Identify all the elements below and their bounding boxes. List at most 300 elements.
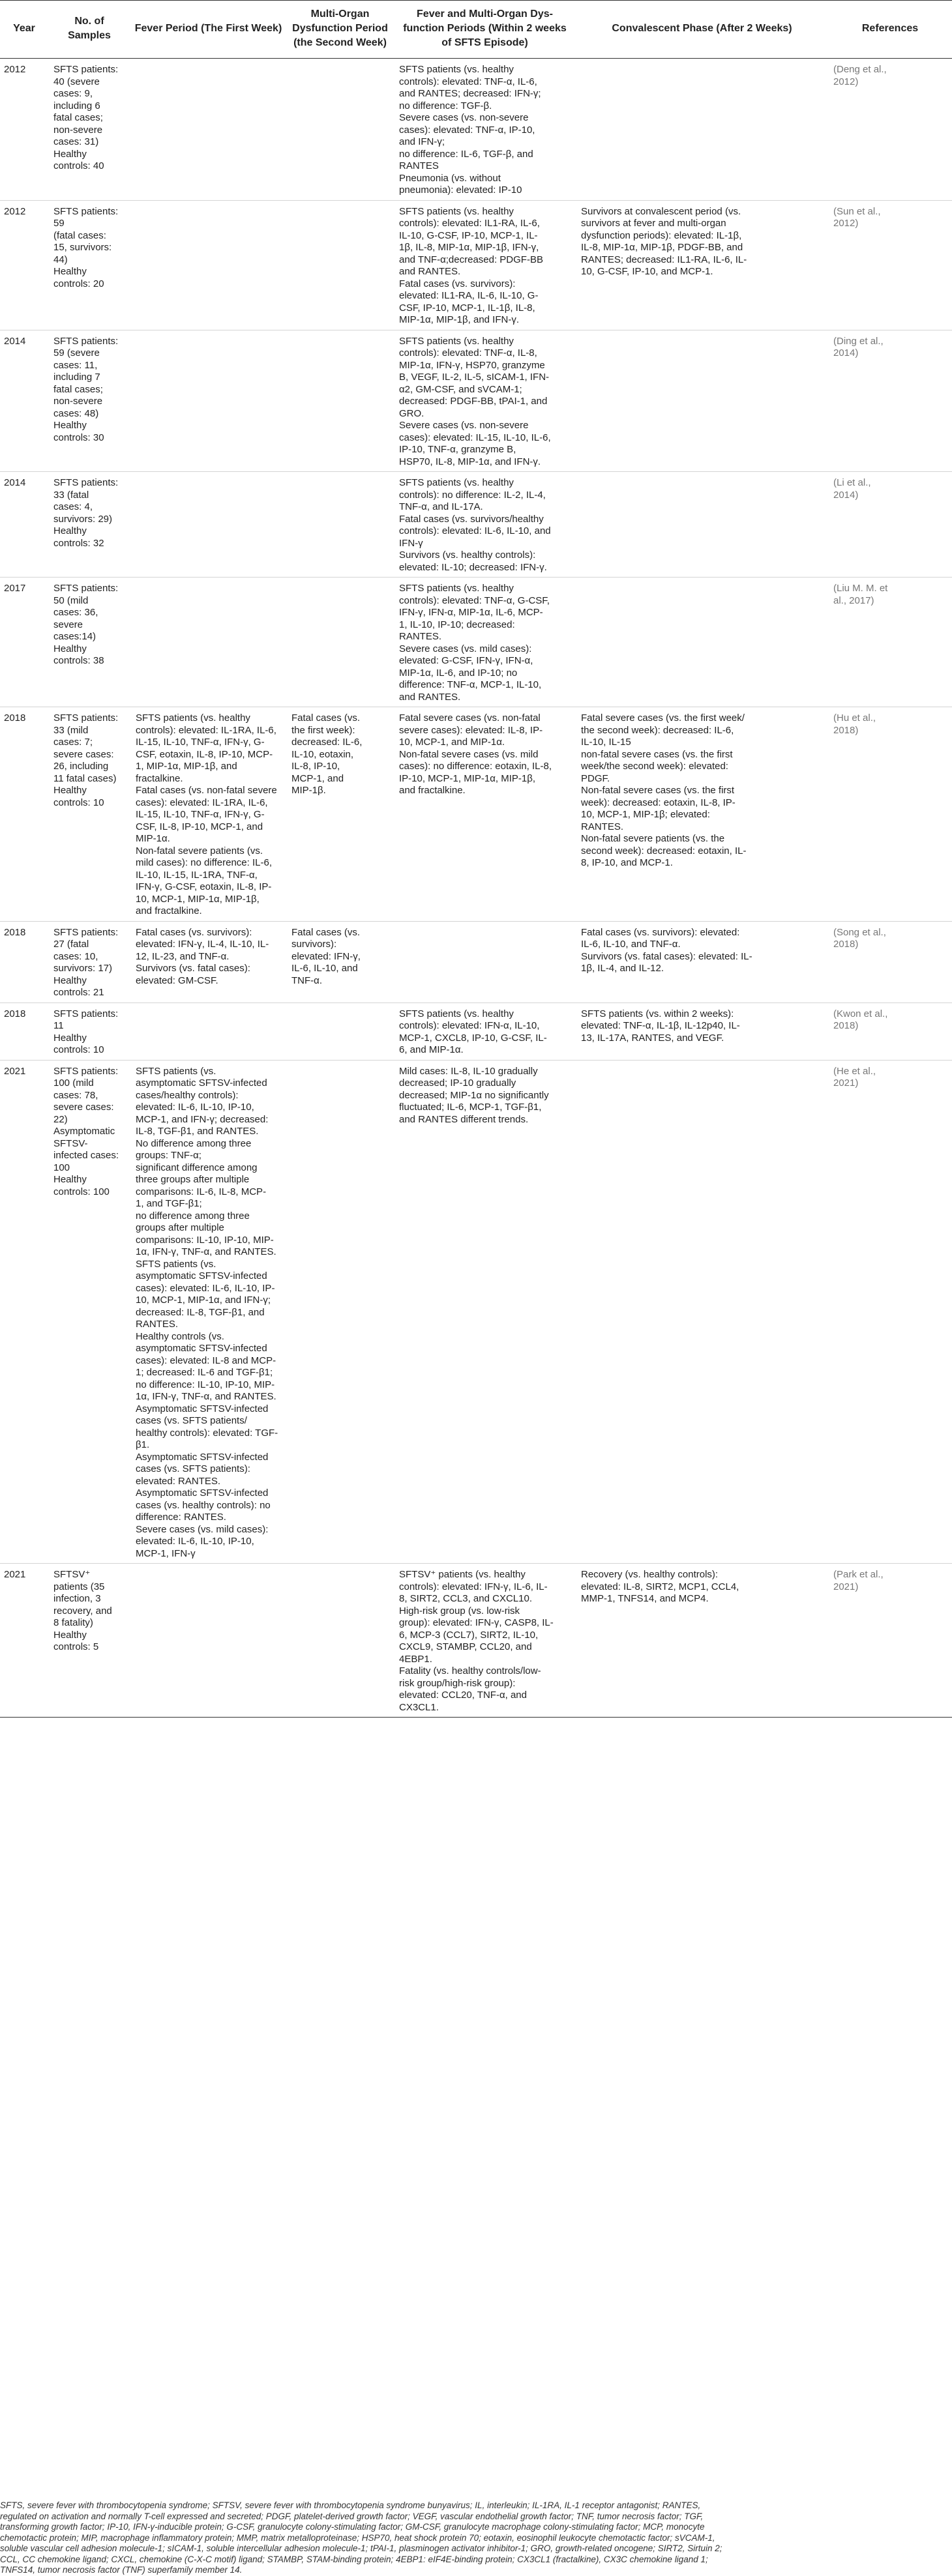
- cell-line: SFTS patients (vs. healthy: [399, 477, 514, 488]
- cell-line: 12, IL-23, and TNF-α.: [136, 950, 230, 962]
- cell-line: Non-fatal severe cases (vs. the first: [581, 785, 735, 796]
- cell-line: Asymptomatic SFTSV-infected: [136, 1451, 269, 1463]
- year-cell: 2014: [0, 472, 48, 578]
- reference-cell[interactable]: [828, 1060, 952, 1564]
- table-row: [0, 200, 952, 330]
- cell-line: elevated: TNF-α, IL-1β, IL-12p40, IL-: [581, 1020, 740, 1031]
- year-cell: 2014: [0, 330, 48, 472]
- cell-line: 15, survivors:: [53, 242, 112, 253]
- multi-organ-period-cell: [286, 330, 394, 472]
- cell-line: group): elevated: IFN-γ, CASP8, IL-: [399, 1617, 554, 1628]
- cell-line: 33 (mild: [53, 724, 89, 736]
- cell-line: controls: 38: [53, 655, 104, 666]
- cell-line: controls: 5: [53, 1641, 99, 1652]
- cell-line: cases (vs. SFTS patients):: [136, 1463, 250, 1474]
- table-row: [0, 578, 952, 707]
- cell-line: asymptomatic SFTSV-infected: [136, 1270, 267, 1281]
- cell-line: Healthy: [53, 1629, 87, 1641]
- multi-organ-period-cell: [286, 707, 394, 922]
- fever-period-cell: [130, 1003, 286, 1060]
- reference-cell[interactable]: [828, 1003, 952, 1060]
- cell-line: controls: 10: [53, 1044, 104, 1055]
- cell-line: (Li et al.,: [833, 477, 871, 488]
- reference-cell[interactable]: [828, 921, 952, 1003]
- multi-organ-period-cell: [286, 200, 394, 330]
- header-samples: No. of Samples: [48, 1, 130, 59]
- cell-line: 2014): [833, 489, 859, 501]
- cell-line: IL-10, G-CSF, IP-10, MCP-1, IL-: [399, 229, 538, 241]
- table-row: [0, 330, 952, 472]
- fever-period-cell: [130, 1060, 286, 1564]
- samples-cell: [48, 1060, 130, 1564]
- cell-line: β1.: [136, 1439, 150, 1450]
- cell-line: SFTS patients (vs. healthy: [399, 64, 514, 75]
- cell-line: SFTS patients:: [53, 1065, 119, 1077]
- multi-organ-period-cell: [286, 578, 394, 707]
- cell-line: Healthy: [53, 525, 87, 536]
- table-row: [0, 1003, 952, 1060]
- cell-line: comparisons: IL-6, IL-8, MCP-: [136, 1186, 267, 1197]
- convalescent-cell: [576, 1060, 828, 1564]
- samples-cell: [48, 200, 130, 330]
- cell-line: SFTS patients:: [53, 1008, 119, 1019]
- multi-organ-period-cell: [286, 1060, 394, 1564]
- cell-line: groups: TNF-α;: [136, 1150, 201, 1161]
- cell-line: three groups after multiple: [136, 1174, 250, 1185]
- cell-line: 2014): [833, 347, 859, 359]
- cell-line: CSF, eotaxin, IL-8, IP-10, MCP-: [136, 748, 273, 760]
- footnote-line: regulated on activation and normally T-cell expressed and secreted; PDGF, platelet-derived growth factor; VEGF, vascular endothelial growth factor; TNF, tumor necrosis factor; TGF,: [0, 2511, 704, 2521]
- cell-line: cases: 11,: [53, 359, 98, 371]
- year-cell: 2021: [0, 1060, 48, 1564]
- cell-line: Survivors (vs. fatal cases): elevated: IL-: [581, 950, 752, 962]
- table-header-row: [0, 1, 952, 59]
- cell-line: (Deng et al.,: [833, 64, 887, 75]
- cell-line: SFTSV⁺ patients (vs. healthy: [399, 1569, 526, 1580]
- cell-line: and TNF-α;decreased: PDGF-BB: [399, 254, 543, 265]
- cell-line: SFTS patients (vs. healthy: [399, 335, 514, 347]
- cell-line: 2021): [833, 1077, 859, 1089]
- cell-line: MCP-1, and IFN-γ; decreased:: [136, 1113, 269, 1125]
- cell-line: survivors):: [291, 939, 337, 950]
- cell-line: recovery, and: [53, 1605, 112, 1617]
- reference-cell[interactable]: [828, 330, 952, 472]
- year-cell: 2017: [0, 578, 48, 707]
- cell-line: 6, MCP-3 (CCL7), SIRT2, IL-10,: [399, 1629, 539, 1641]
- cell-line: IFN-γ, IFN-α, MIP-1α, IL-6, MCP-: [399, 607, 543, 618]
- cell-line: cases): elevated: IL-6, IL-10, IP-: [136, 1282, 275, 1294]
- cell-line: Asymptomatic SFTSV-infected: [136, 1487, 269, 1499]
- cell-line: Healthy: [53, 643, 87, 654]
- cell-line: MMP-1, TNFS14, and MCP4.: [581, 1593, 709, 1604]
- cell-line: including 7: [53, 372, 100, 383]
- cell-line: controls: 40: [53, 160, 104, 171]
- cell-line: Healthy controls (vs.: [136, 1330, 224, 1342]
- cell-line: No difference among three: [136, 1137, 252, 1149]
- cell-line: difference: RANTES.: [136, 1512, 226, 1523]
- cell-line: asymptomatic SFTSV-infected: [136, 1343, 267, 1354]
- cell-line: 1β, IL-4, and IL-12.: [581, 963, 664, 974]
- cell-line: no difference: IL-6, TGF-β, and: [399, 148, 533, 160]
- samples-cell: [48, 921, 130, 1003]
- cell-line: Survivors at convalescent period (vs.: [581, 205, 741, 217]
- cell-line: including 6: [53, 100, 100, 111]
- table-row: [0, 921, 952, 1003]
- cell-line: 1, MIP-1α, MIP-1β, and: [136, 761, 237, 772]
- cell-line: the first week):: [291, 724, 355, 736]
- cell-line: cases (vs. healthy controls): no: [136, 1499, 271, 1511]
- cell-line: SFTS patients (vs. healthy: [399, 205, 514, 217]
- cell-line: difference: TNF-α, MCP-1, IL-10,: [399, 679, 542, 690]
- samples-cell: [48, 472, 130, 578]
- cell-line: non-severe: [53, 396, 103, 407]
- cell-line: (Ding et al.,: [833, 335, 884, 347]
- cell-line: Severe cases (vs. non-severe: [399, 420, 529, 431]
- cell-line: SFTS patients:: [53, 477, 119, 488]
- header-year: Year: [0, 1, 48, 59]
- cell-line: Healthy: [53, 785, 87, 796]
- footnote-line: TNFS14, tumor necrosis factor (TNF) superfamily member 14.: [0, 2565, 243, 2575]
- convalescent-cell: [576, 1564, 828, 1718]
- cell-line: HSP70, IL-8, MIP-1α, and IFN-γ.: [399, 456, 541, 467]
- cell-line: Fatality (vs. healthy controls/low-: [399, 1665, 541, 1676]
- fever-period-cell: [130, 921, 286, 1003]
- cell-line: (Liu M. M. et: [833, 583, 888, 594]
- within-2-weeks-cell: [394, 200, 576, 330]
- cell-line: controls: 21: [53, 987, 104, 998]
- cell-line: elevated: CCL20, TNF-α, and: [399, 1690, 527, 1701]
- fever-period-cell: [130, 1564, 286, 1718]
- cell-line: cases: 9,: [53, 88, 93, 99]
- cell-line: cases): elevated: IL-1RA, IL-6,: [136, 797, 268, 808]
- within-2-weeks-cell: [394, 707, 576, 922]
- multi-organ-period-cell: [286, 921, 394, 1003]
- convalescent-cell: [576, 472, 828, 578]
- table-row: [0, 59, 952, 201]
- cell-line: elevated: IFN-γ,: [291, 950, 361, 962]
- cell-line: CSF, IL-8, IP-10, MCP-1, and: [136, 821, 263, 832]
- cell-line: elevated: IL-6, IL-10, IP-10,: [136, 1536, 254, 1547]
- cell-line: (He et al.,: [833, 1065, 876, 1077]
- cell-line: Healthy: [53, 974, 87, 986]
- cell-line: SFTS patients (vs.: [136, 1065, 216, 1077]
- cell-line: Non-fatal severe cases (vs. mild: [399, 748, 539, 760]
- year-cell: 2018: [0, 921, 48, 1003]
- cell-line: risk group/high-risk group):: [399, 1677, 516, 1689]
- cell-line: fractalkine.: [136, 772, 183, 784]
- cell-line: SFTS patients:: [53, 335, 119, 347]
- cell-line: 8 fatality): [53, 1617, 93, 1628]
- year-cell: 2018: [0, 707, 48, 922]
- header-convalescent: Convalescent Phase (After 2 Weeks): [576, 1, 828, 59]
- cell-line: 2018): [833, 724, 859, 736]
- cell-line: cases: 36,: [53, 607, 98, 618]
- cell-line: MIP-1α.: [136, 833, 170, 844]
- cell-line: 59 (severe: [53, 347, 100, 359]
- cell-line: IL-10, IL-15, IL-1RA, TNF-α,: [136, 869, 258, 881]
- cell-line: survivors at fever and multi-organ: [581, 218, 726, 229]
- cell-line: asymptomatic SFTSV-infected: [136, 1077, 267, 1089]
- reference-cell[interactable]: [828, 1564, 952, 1718]
- cell-line: and RANTES; decreased: IFN-γ;: [399, 88, 541, 99]
- cell-line: controls): elevated: TNF-α, IL-8,: [399, 347, 537, 359]
- convalescent-cell: [576, 707, 828, 922]
- samples-cell: [48, 330, 130, 472]
- within-2-weeks-cell: [394, 472, 576, 578]
- cell-line: Severe cases (vs. non-severe: [399, 112, 529, 123]
- cell-line: cases): elevated: IL-15, IL-10, IL-6,: [399, 432, 551, 443]
- cell-line: IL-10, IL-15: [581, 737, 631, 748]
- header-within-2-weeks: Fever and Multi-Organ Dys-function Periods (Within 2 weeks of SFTS Episode): [394, 1, 576, 59]
- cell-line: Fatal cases (vs. non-fatal severe: [136, 785, 277, 796]
- cell-line: SFTS patients:: [53, 583, 119, 594]
- convalescent-cell: [576, 59, 828, 201]
- cell-line: 10, MCP-1, and MIP-1α.: [399, 737, 505, 748]
- cell-line: 11: [53, 1020, 64, 1031]
- cell-line: Fatal cases (vs.: [291, 712, 361, 724]
- convalescent-cell: [576, 921, 828, 1003]
- cell-line: 22): [53, 1113, 68, 1125]
- cell-line: B, VEGF, IL-2, IL-5, sICAM-1, IFN-: [399, 372, 550, 383]
- cell-line: IP-10, TNF-α, granzyme B,: [399, 444, 516, 455]
- fever-period-cell: [130, 472, 286, 578]
- cell-line: cases): elevated: IL-8 and MCP-: [136, 1354, 276, 1366]
- cell-line: IL-15, IL-10, TNF-α, IFN-γ, G-: [136, 737, 265, 748]
- reference-cell[interactable]: [828, 578, 952, 707]
- cell-line: RANTES.: [136, 1319, 179, 1330]
- within-2-weeks-cell: [394, 1003, 576, 1060]
- cell-line: 1α, IFN-γ, TNF-α, and RANTES.: [136, 1391, 276, 1402]
- cell-line: Non-fatal severe patients (vs.: [136, 845, 263, 856]
- cell-line: controls): elevated: IFN-α, IL-10,: [399, 1020, 540, 1031]
- cell-line: SFTS patients:: [53, 712, 119, 724]
- cell-line: (Park et al.,: [833, 1569, 884, 1580]
- fever-period-cell: [130, 200, 286, 330]
- cell-line: Fatal cases (vs.: [291, 926, 361, 938]
- samples-cell: [48, 1564, 130, 1718]
- reference-cell[interactable]: [828, 707, 952, 922]
- cell-line: controls): elevated: TNF-α, IL-6,: [399, 76, 537, 87]
- cell-line: 8, IP-10, and MCP-1.: [581, 857, 673, 868]
- cell-line: and RANTES different trends.: [399, 1113, 529, 1125]
- cell-line: Asymptomatic: [53, 1126, 115, 1137]
- cell-line: 13, IL-17A, RANTES, and VEGF.: [581, 1032, 724, 1044]
- samples-cell: [48, 59, 130, 201]
- cell-line: PDGF.: [581, 772, 610, 784]
- cell-line: Pneumonia (vs. without: [399, 172, 501, 184]
- cell-line: decreased: IL-8, TGF-β1, and: [136, 1306, 265, 1318]
- cell-line: and fractalkine.: [136, 905, 202, 916]
- multi-organ-period-cell: [286, 1564, 394, 1718]
- samples-cell: [48, 707, 130, 922]
- cell-line: IL-10, eotaxin,: [291, 748, 354, 760]
- cell-line: IL-8, MIP-1α, MIP-1β, PDGF-BB, and: [581, 242, 743, 253]
- fever-period-cell: [130, 578, 286, 707]
- cell-line: RANTES; decreased: IL1-RA, IL-6, IL-: [581, 254, 747, 265]
- cell-line: 1β, IL-8, MIP-1α, MIP-1β, IFN-γ,: [399, 242, 539, 253]
- cell-line: 26, including: [53, 761, 109, 772]
- cell-line: 1, and TGF-β1;: [136, 1198, 202, 1209]
- cell-line: RANTES.: [399, 631, 442, 642]
- cell-line: MCP-1, and: [291, 772, 344, 784]
- cell-line: SFTS patients (vs.: [136, 1258, 216, 1270]
- footnote-line: transforming growth factor; IP-10, IFN-γ-inducible protein; G-CSF, granulocyte colony-stimulating factor; GM-CSF, granulocyte macrophage colony-stimulating factor; MCP, monocyte: [0, 2522, 705, 2532]
- cell-line: Recovery (vs. healthy controls):: [581, 1569, 719, 1580]
- cell-line: Healthy: [53, 1174, 87, 1185]
- cell-line: pneumonia): elevated: IP-10: [399, 184, 522, 196]
- cell-line: survivors: 17): [53, 963, 113, 974]
- cell-line: Fatal cases (vs. survivors): elevated:: [581, 926, 740, 938]
- cell-line: Non-fatal severe patients (vs. the: [581, 833, 725, 844]
- fever-period-cell: [130, 59, 286, 201]
- cell-line: (Song et al.,: [833, 926, 886, 938]
- cell-line: severe cases): elevated: IL-8, IP-: [399, 724, 543, 736]
- cell-line: cases: 10,: [53, 950, 98, 962]
- cell-line: Healthy: [53, 148, 87, 160]
- cell-line: CXCL9, STAMBP, CCL20, and: [399, 1641, 532, 1652]
- cell-line: cases: 78,: [53, 1089, 98, 1101]
- cell-line: 2012): [833, 76, 859, 87]
- cell-line: and RANTES.: [399, 691, 461, 703]
- cell-line: fatal cases;: [53, 383, 103, 395]
- cell-line: Fatal severe cases (vs. the first week/: [581, 712, 745, 724]
- table-row: [0, 472, 952, 578]
- cell-line: elevated: RANTES.: [136, 1475, 221, 1487]
- cell-line: Fatal severe cases (vs. non-fatal: [399, 712, 541, 724]
- cell-line: CSF, IP-10, MCP-1, IL-1β, IL-8,: [399, 302, 535, 314]
- cell-line: IP-10, MCP-1, MIP-1α, MIP-1β,: [399, 772, 536, 784]
- cell-line: non-severe: [53, 124, 103, 136]
- cell-line: fluctuated; IL-6, MCP-1, TGF-β1,: [399, 1102, 542, 1113]
- year-cell: 2018: [0, 1003, 48, 1060]
- table-row: [0, 1060, 952, 1564]
- cell-line: controls: 100: [53, 1186, 110, 1197]
- reference-cell[interactable]: [828, 59, 952, 201]
- within-2-weeks-cell: [394, 921, 576, 1003]
- cell-line: SFTSV⁺: [53, 1569, 91, 1580]
- cell-line: 2021): [833, 1581, 859, 1592]
- cell-line: 1; decreased: IL-6 and TGF-β1;: [136, 1367, 273, 1378]
- cell-line: 100 (mild: [53, 1077, 94, 1089]
- cell-line: infected cases:: [53, 1150, 119, 1161]
- cell-line: Healthy: [53, 1032, 87, 1044]
- cell-line: no difference among three: [136, 1210, 250, 1222]
- cell-line: controls: 10: [53, 797, 104, 808]
- cell-line: elevated: GM-CSF.: [136, 974, 218, 986]
- cell-line: 4EBP1.: [399, 1653, 432, 1665]
- cell-line: SFTS patients (vs. healthy: [136, 712, 250, 724]
- cell-line: controls): elevated: IL1-RA, IL-6,: [399, 218, 540, 229]
- cell-line: GRO.: [399, 407, 424, 419]
- cell-line: RANTES.: [581, 821, 624, 832]
- cell-line: High-risk group (vs. low-risk: [399, 1605, 520, 1617]
- cell-line: 1α, IFN-γ, TNF-α, and RANTES.: [136, 1246, 276, 1257]
- cell-line: severe: [53, 619, 83, 630]
- cell-line: patients (35: [53, 1581, 105, 1592]
- cell-line: dysfunction periods): elevated: IL-1β,: [581, 229, 742, 241]
- header-fever-period: Fever Period (The First Week): [130, 1, 286, 59]
- footnote-line: CCL, CC chemokine ligand; CXCL, chemokine (C-X-C motif) ligand; STAMBP, STAM-binding protein; 4EBP1: eIF4E-binding protein; CX3CL1 (fractalkine), CX3C chemokine ligand 1;: [0, 2554, 708, 2564]
- cell-line: CX3CL1.: [399, 1701, 439, 1713]
- cell-line: 40 (severe: [53, 76, 100, 87]
- cell-line: cases/healthy controls):: [136, 1089, 239, 1101]
- cell-line: 50 (mild: [53, 594, 89, 606]
- samples-cell: [48, 578, 130, 707]
- cell-line: 27 (fatal: [53, 939, 89, 950]
- cell-line: decreased; IP-10 gradually: [399, 1077, 516, 1089]
- reference-cell[interactable]: [828, 200, 952, 330]
- cell-line: 1, IL-10, IP-10; decreased:: [399, 619, 515, 630]
- cell-line: α2, GM-CSF, and sVCAM-1;: [399, 383, 522, 395]
- cell-line: severe cases:: [53, 748, 114, 760]
- cell-line: decreased: PDGF-BB, tPAI-1, and: [399, 396, 548, 407]
- cell-line: Fatal cases (vs. survivors/healthy: [399, 513, 544, 525]
- cell-line: cases: 48): [53, 407, 99, 419]
- reference-cell[interactable]: [828, 472, 952, 578]
- cell-line: 10, MCP-1, MIP-1α, and IFN-γ;: [136, 1295, 271, 1306]
- cell-line: elevated: IFN-γ, IL-4, IL-10, IL-: [136, 939, 269, 950]
- cell-line: al., 2017): [833, 594, 874, 606]
- cell-line: SFTS patients:: [53, 64, 119, 75]
- table-footnote: [0, 2500, 952, 2576]
- cell-line: 2018): [833, 1020, 859, 1031]
- cell-line: the second week): decreased: IL-6,: [581, 724, 734, 736]
- cell-line: 59: [53, 218, 65, 229]
- within-2-weeks-cell: [394, 1060, 576, 1564]
- cell-line: and IFN-γ;: [399, 136, 445, 147]
- cell-line: healthy controls): elevated: TGF-: [136, 1427, 278, 1439]
- year-cell: 2012: [0, 59, 48, 201]
- cell-line: mild cases): no difference: IL-6,: [136, 857, 272, 868]
- cell-line: (Kwon et al.,: [833, 1008, 888, 1019]
- header-multi-organ-period: Multi-Organ Dysfunction Period (the Second Week): [286, 1, 394, 59]
- cell-line: IFN-γ, G-CSF, eotaxin, IL-8, IP-: [136, 881, 272, 892]
- cell-line: cases:14): [53, 631, 97, 642]
- cell-line: cases: 4,: [53, 501, 93, 512]
- cell-line: TNF-α.: [291, 974, 322, 986]
- cell-line: and fractalkine.: [399, 785, 466, 796]
- cell-line: IL-8, TGF-β1, and RANTES.: [136, 1126, 259, 1137]
- cell-line: elevated: IL1-RA, IL-6, IL-10, G-: [399, 290, 539, 301]
- cell-line: SFTS patients:: [53, 205, 119, 217]
- cell-line: MCP-1, CXCL8, IP-10, G-CSF, IL-: [399, 1032, 547, 1044]
- cell-line: Fatal cases (vs. survivors):: [399, 278, 516, 289]
- cell-line: MIP-1α, IL-6, and IP-10; no: [399, 667, 518, 679]
- convalescent-cell: [576, 200, 828, 330]
- fever-period-cell: [130, 330, 286, 472]
- year-cell: 2012: [0, 200, 48, 330]
- cell-line: second week): decreased: eotaxin, IL-: [581, 845, 747, 856]
- cell-line: (Hu et al.,: [833, 712, 876, 724]
- footnote-line: chemotactic protein; MIP, macrophage inflammatory protein; MMP, matrix metalloproteinase; HSP70, heat shock protein 70; eotaxin, eosinophil leukocyte chemotactic factor; sVCAM-1,: [0, 2532, 715, 2543]
- within-2-weeks-cell: [394, 330, 576, 472]
- cell-line: no difference: TGF-β.: [399, 100, 492, 111]
- cell-line: MCP-1, IFN-γ: [136, 1547, 196, 1559]
- within-2-weeks-cell: [394, 1564, 576, 1718]
- cell-line: 11 fatal cases): [53, 772, 117, 784]
- cell-line: SFTS patients (vs. healthy: [399, 583, 514, 594]
- cell-line: IL-6, IL-10, and: [291, 963, 358, 974]
- cell-line: Survivors (vs. healthy controls):: [399, 549, 536, 561]
- cell-line: Healthy: [53, 266, 87, 277]
- convalescent-cell: [576, 330, 828, 472]
- cell-line: MIP-1α, IFN-γ, HSP70, granzyme: [399, 359, 545, 371]
- cell-line: Severe cases (vs. mild cases):: [136, 1523, 269, 1535]
- cell-line: 8, SIRT2, CCL3, and CXCL10.: [399, 1593, 532, 1604]
- cell-line: Fatal cases (vs. survivors):: [136, 926, 252, 938]
- cell-line: Mild cases: IL-8, IL-10 gradually: [399, 1065, 538, 1077]
- cell-line: infection, 3: [53, 1593, 101, 1604]
